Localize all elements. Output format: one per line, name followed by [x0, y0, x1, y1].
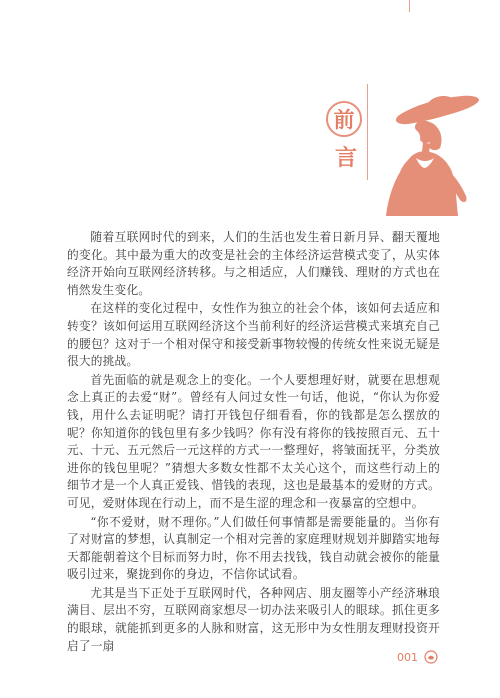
paragraph: “你不爱财，财不理你。”人们做任何事情都是需要能量的。当你有了对财富的梦想，认真制定一个相对完善的家庭理财规划并脚踏实地每天都能朝着这个目标而努力时，你不用去找钱，钱自动就会被你的能量吸引过来，聚拢到你的身边，不信你试试看。 — [67, 514, 440, 582]
paragraph: 尤其是当下正处于互联网时代，各种网店、朋友圈等小产经济琳琅满目、层出不穷，互联网商家想尽一切办法来吸引人的眼球。抓住更多的眼球，就能抓到更多的人脉和财富，这无形中为女性朋友理财投资开启了一扇 — [67, 585, 440, 653]
top-decorative-rule — [409, 0, 410, 12]
page-ornament-icon — [424, 650, 438, 664]
title-second-char: 言 — [334, 145, 357, 171]
paragraph: 随着互联网时代的到来，人们的生活也发生着日新月异、翻天覆地的变化。其中最为重大的改变是社会的主体经济运营模式变了，从实体经济开始向互联网经济转移。与之相适应，人们赚钱、理财的方式也在悄然发生变化。 — [67, 230, 440, 297]
paragraph: 首先面临的就是观念上的变化。一个人要想理好财，就要在思想观念上真正的去爱“财”。曾经有人问过女性一句话，他说，“你认为你爱钱，用什么去证明呢？请打开钱包仔细看看，你的钱都是怎么摆放的呢？你知道你的钱包里有多少钱吗？你有没有将你的钱按照百元、五十元、十元、五元然后一元这样的方式一一整理好，将皱面抚平，分类放进你的钱包里呢？”猜想大多数女性都不太关心这个，而这些行动上的细节才是一个人真正爱钱、惜钱的表现，这也是最基本的爱财的方式。可见，爱财体现在行动上，而不是生涩的理念和一夜暴富的空想中。 — [67, 372, 440, 510]
preface-body — [67, 229, 440, 656]
page-footer — [397, 650, 438, 664]
paragraph: 在这样的变化过程中，女性作为独立的社会个体，该如何去适应和转变？该如何运用互联网经济这个当前利好的经济运营模式来填充自己的腰包？这对于一个相对保守和接受新事物较慢的传统女性来说无疑是很大的挑战。 — [67, 301, 440, 369]
title-char-1: 前 — [333, 107, 355, 132]
lady-silhouette-illustration — [378, 86, 484, 216]
page-number: 001 — [397, 650, 418, 664]
title-decorative-rule — [367, 84, 368, 180]
title-first-char — [326, 101, 362, 137]
